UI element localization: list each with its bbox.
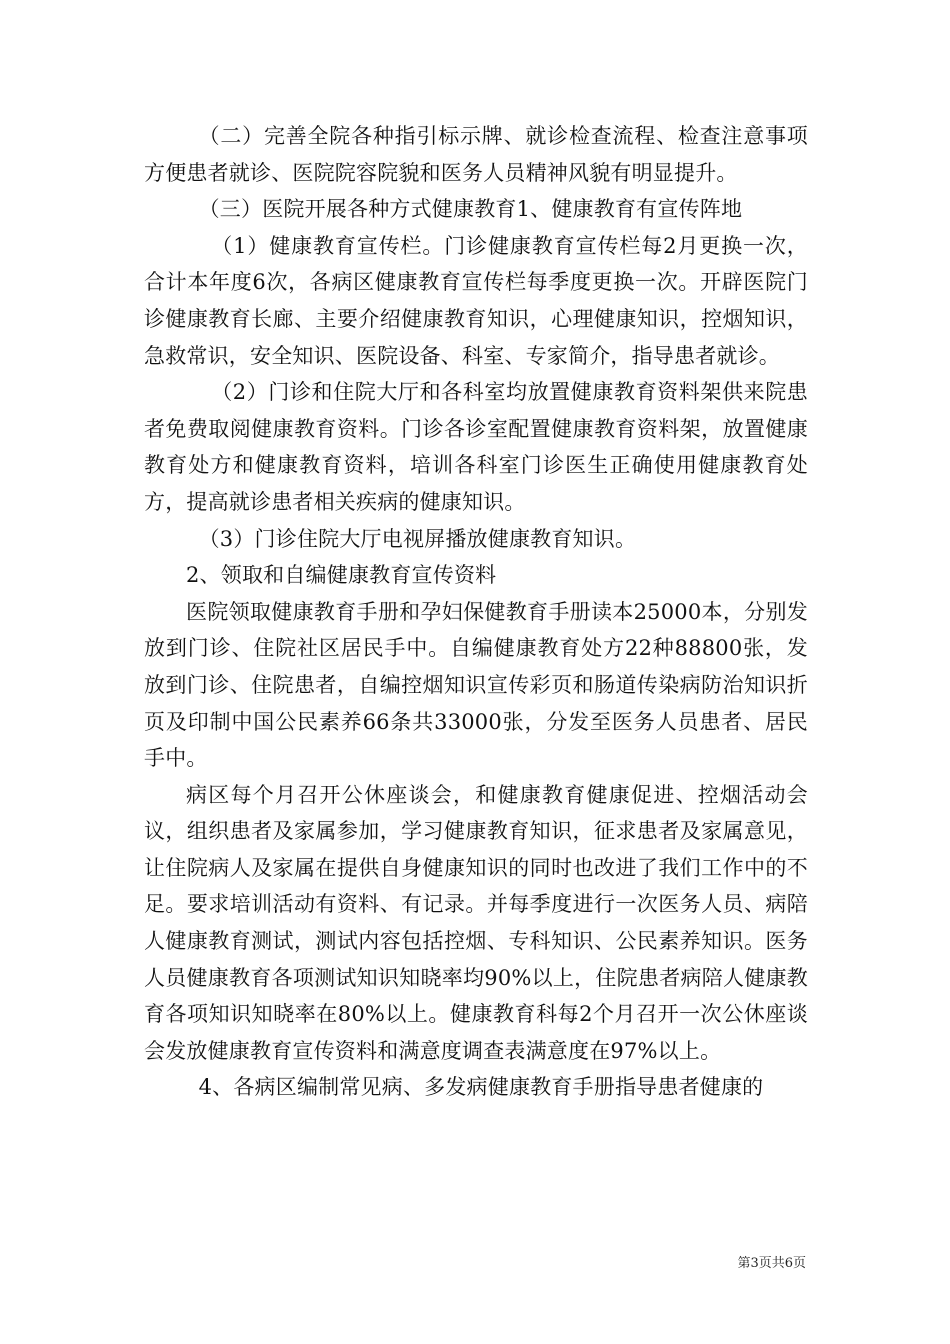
paragraph-3: （1）健康教育宣传栏。门诊健康教育宣传栏每2月更换一次，合计本年度6次，各病区健康教育宣传栏每季度更换一次。开辟医院门诊健康教育长廊、主要介绍健康教育知识，心理健康知识，控烟知识，急救常识，安全知识、医院设备、科室、专家简介，指导患者就诊。: [144, 233, 808, 368]
paragraph-1: （二）完善全院各种指引标示牌、就诊检查流程、检查注意事项方便患者就诊、医院院容院貌和医务人员精神风貌有明显提升。: [144, 124, 808, 185]
paragraph-6: 2、领取和自编健康教育宣传资料: [186, 563, 497, 588]
paragraph-5: （3）门诊住院大厅电视屏播放健康教育知识。: [198, 526, 637, 551]
paragraph-4: （2）门诊和住院大厅和各科室均放置健康教育资料架供来院患者免费取阅健康教育资料。门诊各诊室配置健康教育资料架，放置健康教育处方和健康教育资料，培训各科室门诊医生正确使用健康教育处方，提高就诊患者相关疾病的健康知识。: [144, 380, 808, 514]
page-number: 第3页共6页: [737, 1256, 806, 1271]
document-body: [144, 118, 808, 1106]
paragraph-9: 4、各病区编制常见病、多发病健康教育手册指导患者健康的: [198, 1075, 764, 1100]
paragraph-7: 医院领取健康教育手册和孕妇保健教育手册读本25000本，分别发放到门诊、住院社区居民手中。自编健康教育处方22种88800张，发放到门诊、住院患者，自编控烟知识宣传彩页和肠道传染病防治知识折页及印制中国公民素养66条共33000张，分发至医务人员患者、居民手中。: [144, 599, 808, 771]
paragraph-8: 病区每个月召开公休座谈会，和健康教育健康促进、控烟活动会议，组织患者及家属参加，学习健康教育知识，征求患者及家属意见，让住院病人及家属在提供自身健康知识的同时也改进了我们工作中的不足。要求培训活动有资料、有记录。并每季度进行一次医务人员、病陪人健康教育测试，测试内容包括控烟、专科知识、公民素养知识。医务人员健康教育各项测试知识知晓率均90%以上，住院患者病陪人健康教育各项知识知晓率在80%以上。健康教育科每2个月召开一次公休座谈会发放健康教育宣传资料和满意度调查表满意度在97%以上。: [144, 782, 808, 1063]
paragraph-2: （三）医院开展各种方式健康教育1、健康教育有宣传阵地: [198, 197, 743, 222]
